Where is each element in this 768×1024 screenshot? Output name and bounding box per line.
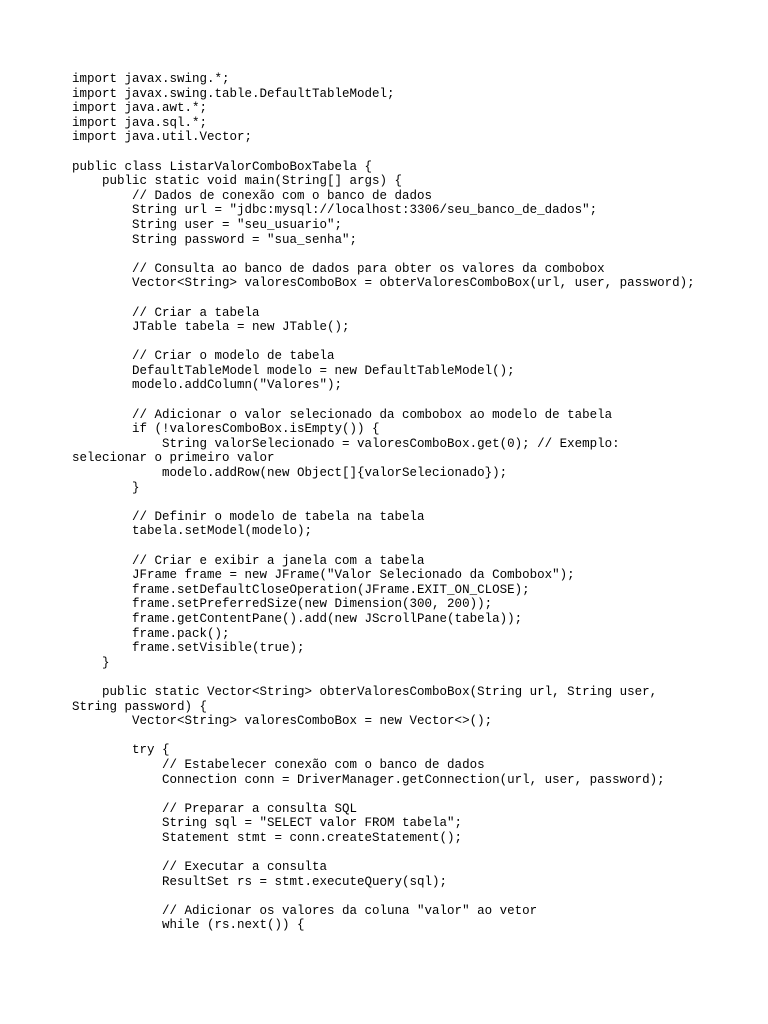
code-line: import javax.swing.table.DefaultTableModel;: [72, 86, 395, 101]
code-line: import java.sql.*;: [72, 115, 208, 130]
code-line: public class ListarValorComboBoxTabela {: [72, 159, 373, 174]
code-line: try {: [72, 743, 170, 758]
code-line: modelo.addRow(new Object[]{valorSelecionado});: [72, 466, 508, 481]
code-line: ResultSet rs = stmt.executeQuery(sql);: [72, 874, 448, 889]
code-line: frame.setDefaultCloseOperation(JFrame.EXIT_ON_CLOSE);: [72, 582, 530, 597]
code-line: String sql = "SELECT valor FROM tabela";: [72, 816, 463, 831]
code-line: import javax.swing.*;: [72, 72, 230, 86]
code-line: JTable tabela = new JTable();: [72, 320, 350, 335]
code-line: [72, 539, 732, 554]
code-line: [72, 247, 732, 262]
code-line: [72, 845, 732, 860]
code-line: // Criar a tabela: [72, 305, 260, 320]
code-line: frame.setPreferredSize(new Dimension(300, 200));: [72, 597, 493, 612]
code-line: String user = "seu_usuario";: [72, 217, 343, 232]
code-line: Connection conn = DriverManager.getConnection(url, user, password);: [72, 772, 665, 787]
code-line: [72, 495, 732, 510]
code-line: [72, 291, 732, 306]
code-line: frame.setVisible(true);: [72, 641, 305, 656]
code-line: String password = "sua_senha";: [72, 232, 358, 247]
code-line: Vector<String> valoresComboBox = obterValoresComboBox(url, user, password);: [72, 276, 695, 291]
code-line: // Adicionar os valores da coluna "valor" ao vetor: [72, 903, 538, 918]
code-line: import java.awt.*;: [72, 101, 208, 116]
code-line: [72, 145, 732, 160]
code-line: // Consulta ao banco de dados para obter os valores da combobox: [72, 261, 605, 276]
code-line: public static void main(String[] args) {: [72, 174, 403, 189]
code-line: selecionar o primeiro valor: [72, 451, 275, 466]
code-line: import java.util.Vector;: [72, 130, 253, 145]
code-line: public static Vector<String> obterValoresComboBox(String url, String user,: [72, 684, 658, 699]
code-line: String valorSelecionado = valoresComboBox.get(0); // Exemplo:: [72, 436, 620, 451]
code-line: String url = "jdbc:mysql://localhost:3306/seu_banco_de_dados";: [72, 203, 598, 218]
code-line: // Dados de conexão com o banco de dados: [72, 188, 433, 203]
code-line: // Estabelecer conexão com o banco de dados: [72, 757, 485, 772]
code-line: }: [72, 655, 110, 670]
code-line: [72, 729, 732, 744]
code-listing: [72, 72, 732, 933]
code-line: [72, 335, 732, 350]
code-line: Statement stmt = conn.createStatement();: [72, 830, 463, 845]
code-line: modelo.addColumn("Valores");: [72, 378, 343, 393]
code-line: // Definir o modelo de tabela na tabela: [72, 509, 425, 524]
code-line: // Executar a consulta: [72, 860, 328, 875]
code-line: tabela.setModel(modelo);: [72, 524, 313, 539]
code-line: // Criar e exibir a janela com a tabela: [72, 553, 425, 568]
code-line: Vector<String> valoresComboBox = new Vector<>();: [72, 714, 493, 729]
code-line: frame.getContentPane().add(new JScrollPane(tabela));: [72, 611, 523, 626]
code-line: DefaultTableModel modelo = new DefaultTableModel();: [72, 363, 515, 378]
code-line: [72, 670, 732, 685]
code-line: [72, 393, 732, 408]
code-line: // Preparar a consulta SQL: [72, 801, 358, 816]
code-line: // Adicionar o valor selecionado da combobox ao modelo de tabela: [72, 407, 613, 422]
code-line: }: [72, 480, 140, 495]
code-line: if (!valoresComboBox.isEmpty()) {: [72, 422, 380, 437]
code-line: frame.pack();: [72, 626, 230, 641]
code-line: [72, 889, 732, 904]
code-line: while (rs.next()) {: [72, 918, 305, 933]
code-line: // Criar o modelo de tabela: [72, 349, 335, 364]
code-line: String password) {: [72, 699, 208, 714]
code-line: JFrame frame = new JFrame("Valor Selecionado da Combobox");: [72, 568, 575, 583]
code-line: [72, 787, 732, 802]
